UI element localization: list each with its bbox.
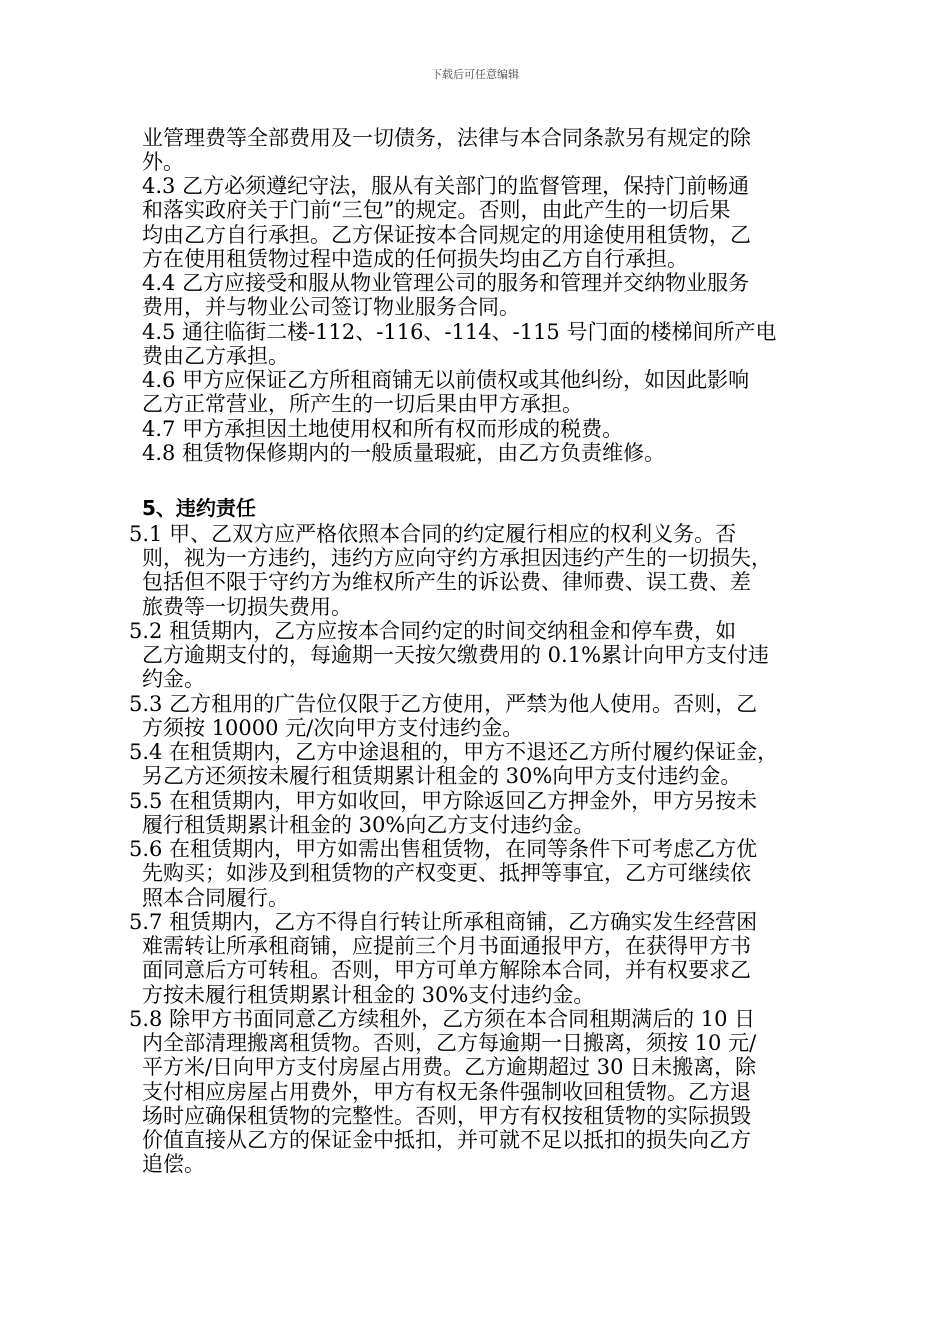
- text-line: 追偿。: [142, 1152, 205, 1176]
- text-line: 4.8 租赁物保修期内的一般质量瑕疵，由乙方负责维修。: [142, 441, 666, 465]
- text-line: 费由乙方承担。: [142, 344, 289, 368]
- text-line: 方在使用租赁物过程中造成的任何损失均由乙方自行承担。: [142, 247, 688, 271]
- text-line: 费用，并与物业公司签订物业服务合同。: [142, 295, 520, 319]
- text-line: 5.6 在租赁期内，甲方如需出售租赁物，在同等条件下可考虑乙方优: [129, 837, 758, 861]
- text-line: 则，视为一方违约，违约方应向守约方承担因违约产生的一切损失，: [142, 546, 772, 570]
- text-line: 旅费等一切损失费用。: [142, 595, 352, 619]
- text-line: 4.7 甲方承担因土地使用权和所有权而形成的税费。: [142, 417, 624, 441]
- text-line: 和落实政府关于门前“三包”的规定。否则，由此产生的一切后果: [142, 198, 731, 222]
- text-line: 5.4 在租赁期内，乙方中途退租的，甲方不退还乙方所付履约保证金，: [129, 740, 779, 764]
- text-line: 履行租赁期累计租金的 30%向乙方支付违约金。: [142, 813, 595, 837]
- text-line: 平方米/日向甲方支付房屋占用费。乙方逾期超过 30 日未搬离，除: [142, 1055, 757, 1079]
- page-header: 下载后可任意编辑: [431, 68, 519, 81]
- text-line: 4.6 甲方应保证乙方所租商铺无以前债权或其他纠纷，如因此影响: [142, 368, 750, 392]
- text-line: 4.5 通往临街二楼-112、-116、-114、-115 号门面的楼梯间所产电: [142, 320, 777, 344]
- text-line: 5.5 在租赁期内，甲方如收回，甲方除返回乙方押金外，甲方另按未: [129, 789, 758, 813]
- text-line: 内全部清理搬离租赁物。否则，乙方每逾期一日搬离，须按 10 元/: [142, 1031, 757, 1055]
- text-line: 面同意后方可转租。否则，甲方可单方解除本合同，并有权要求乙: [142, 958, 751, 982]
- text-line: 业管理费等全部费用及一切债务，法律与本合同条款另有规定的除: [142, 126, 751, 150]
- text-line: 5.1 甲、乙双方应严格依照本合同的约定履行相应的权利义务。否: [129, 522, 737, 546]
- text-line: 方按未履行租赁期累计租金的 30%支付违约金。: [142, 983, 595, 1007]
- text-line: 4.4 乙方应接受和服从物业管理公司的服务和管理并交纳物业服务: [142, 271, 750, 295]
- text-line: 场时应确保租赁物的完整性。否则，甲方有权按租赁物的实际损毁: [142, 1104, 751, 1128]
- section-heading: 5、违约责任: [142, 496, 256, 520]
- text-line: 先购买；如涉及到租赁物的产权变更、抵押等事宜，乙方可继续依: [142, 861, 751, 885]
- text-line: 乙方逾期支付的，每逾期一天按欠缴费用的 0.1%累计向甲方支付违: [142, 643, 770, 667]
- text-line: 外。: [142, 150, 184, 174]
- text-line: 乙方正常营业，所产生的一切后果由甲方承担。: [142, 392, 583, 416]
- text-line: 约金。: [142, 667, 205, 691]
- text-line: 5.3 乙方租用的广告位仅限于乙方使用，严禁为他人使用。否则，乙: [129, 692, 758, 716]
- text-line: 5.7 租赁期内，乙方不得自行转让所承租商铺，乙方确实发生经营困: [129, 910, 758, 934]
- text-line: 另乙方还须按未履行租赁期累计租金的 30%向甲方支付违约金。: [142, 764, 742, 788]
- text-line: 难需转让所承租商铺，应提前三个月书面通报甲方，在获得甲方书: [142, 934, 751, 958]
- text-line: 包括但不限于守约方为维权所产生的诉讼费、律师费、误工费、差: [142, 570, 751, 594]
- text-line: 支付相应房屋占用费外，甲方有权无条件强制收回租赁物。乙方退: [142, 1080, 751, 1104]
- text-line: 5.8 除甲方书面同意乙方续租外，乙方须在本合同租期满后的 10 日: [129, 1007, 756, 1031]
- text-line: 均由乙方自行承担。乙方保证按本合同规定的用途使用租赁物，乙: [142, 223, 751, 247]
- text-line: 4.3 乙方必须遵纪守法，服从有关部门的监督管理，保持门前畅通: [142, 174, 750, 198]
- text-line: 5.2 租赁期内，乙方应按本合同约定的时间交纳租金和停车费，如: [129, 619, 737, 643]
- text-line: 价值直接从乙方的保证金中抵扣，并可就不足以抵扣的损失向乙方: [142, 1128, 751, 1152]
- text-line: 方须按 10000 元/次向甲方支付违约金。: [142, 716, 524, 740]
- text-line: 照本合同履行。: [142, 886, 289, 910]
